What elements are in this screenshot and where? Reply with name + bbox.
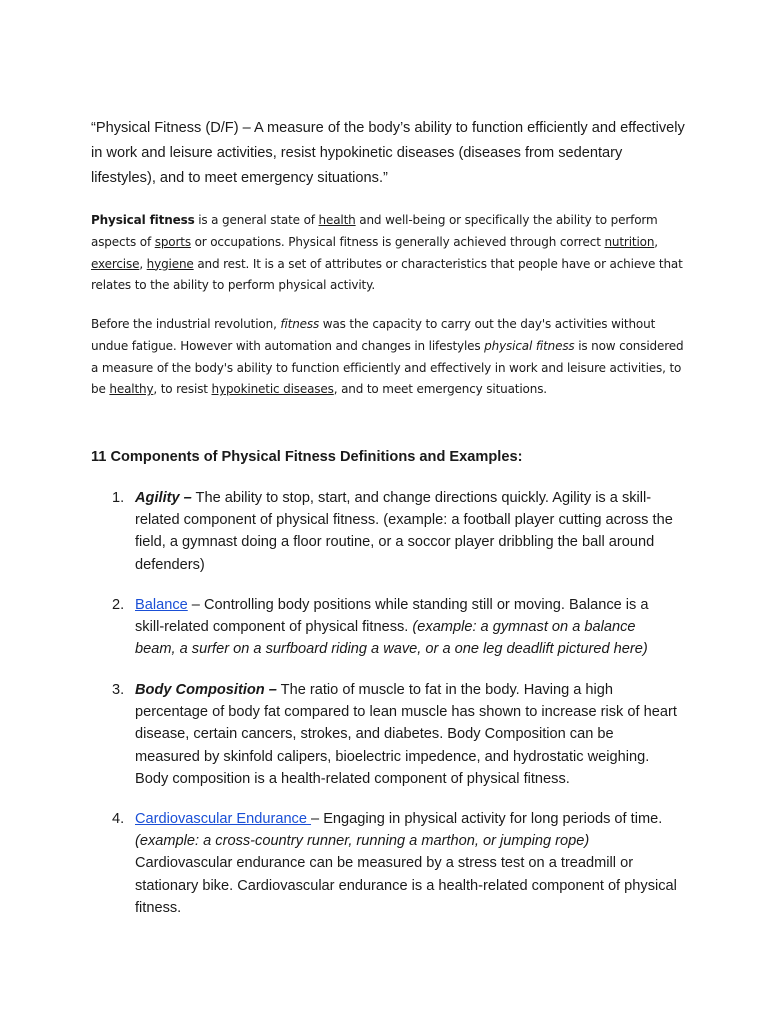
text-fragment: ,: [139, 256, 147, 271]
text-fragment: ,: [654, 234, 658, 249]
list-item-text: [135, 808, 680, 919]
list-number: 1.: [112, 490, 125, 506]
item-description: – Controlling body positions while standing still or moving. Balance is a skill-related component of physical fitness.: [135, 597, 649, 636]
link-hypokinetic-diseases[interactable]: hypokinetic diseases: [211, 382, 334, 397]
list-item-text: [135, 594, 680, 661]
history-paragraph: [91, 314, 691, 401]
definition-quote: “Physical Fitness (D/F) – A measure of the body’s ability to function efficiently and effectively in work and leisure activities, resist hypokinetic diseases (diseases from sedentary lifestyles), and to meet emergency situations.”: [91, 120, 685, 186]
term-fitness: fitness: [280, 317, 320, 331]
link-cardiovascular-endurance[interactable]: Cardiovascular Endurance: [135, 811, 312, 827]
link-healthy[interactable]: healthy: [109, 382, 154, 397]
term-physical-fitness-italic: physical fitness: [484, 338, 575, 353]
text-fragment: and rest. It is a set of attributes or characteristics that people have or achieve that relates to the ability to perform physical activity.: [91, 256, 683, 293]
link-balance[interactable]: Balance: [135, 597, 188, 613]
item-example: (example: a cross-country runner, running a marthon, or jumping rope): [135, 833, 590, 850]
link-hygiene[interactable]: hygiene: [146, 256, 194, 271]
section-heading: 11 Components of Physical Fitness Definitions and Examples:: [91, 449, 523, 465]
item-description-continued: Cardiovascular endurance can be measured by a stress test on a treadmill or stationary bike. Cardiovascular endurance is a health-related component of physical fitness.: [135, 855, 677, 916]
item-title-body-composition: Body Composition –: [135, 682, 277, 698]
list-item-text: [135, 679, 680, 790]
link-nutrition[interactable]: nutrition: [604, 234, 655, 249]
text-fragment: is now considered a measure of the body's ability to function efficiently and effectively in work and leisure activities, to be: [91, 338, 684, 397]
link-sports[interactable]: sports: [154, 234, 191, 249]
item-description: The ratio of muscle to fat in the body. Having a high percentage of body fat compared to lean muscle has shown to increase risk of heart disease, certain cancers, strokes, and diabetes. Body Composition can be measured by skinfold calipers, bioelectric impedence, and hydrostatic weighing. Body composition is a health-related component of physical fitness.: [135, 682, 677, 787]
link-health[interactable]: health: [318, 213, 356, 227]
list-number: 4.: [112, 811, 125, 827]
list-item-text: [135, 487, 680, 576]
term-physical-fitness: Physical fitness: [91, 213, 195, 227]
text-fragment: is a general state of: [194, 213, 319, 227]
text-fragment: , and to meet emergency situations.: [333, 382, 547, 397]
text-fragment: Before the industrial revolution,: [91, 317, 281, 331]
link-exercise[interactable]: exercise: [91, 256, 140, 271]
list-number: 2.: [112, 597, 125, 613]
item-title-agility: Agility –: [135, 490, 192, 506]
list-number: 3.: [112, 682, 125, 698]
item-description: – Engaging in physical activity for long periods of time.: [311, 811, 663, 827]
text-fragment: , to resist: [153, 382, 212, 397]
text-fragment: and well-being or specifically the ability to perform aspects of: [91, 213, 658, 249]
item-example: (example: a gymnast on a balance beam, a surfer on a surfboard riding a wave, or a one leg deadlift pictured here): [135, 619, 648, 658]
physical-fitness-paragraph: [91, 210, 691, 297]
item-description: The ability to stop, start, and change directions quickly. Agility is a skill-related component of physical fitness. (example: a football player cutting across the field, a gymnast doing a floor routine, or a soccor player dribbling the ball around defenders): [135, 490, 673, 573]
text-fragment: was the capacity to carry out the day's activities without undue fatigue. However with automation and changes in lifestyles: [91, 317, 656, 353]
text-fragment: or occupations. Physical fitness is generally achieved through correct: [190, 234, 605, 249]
